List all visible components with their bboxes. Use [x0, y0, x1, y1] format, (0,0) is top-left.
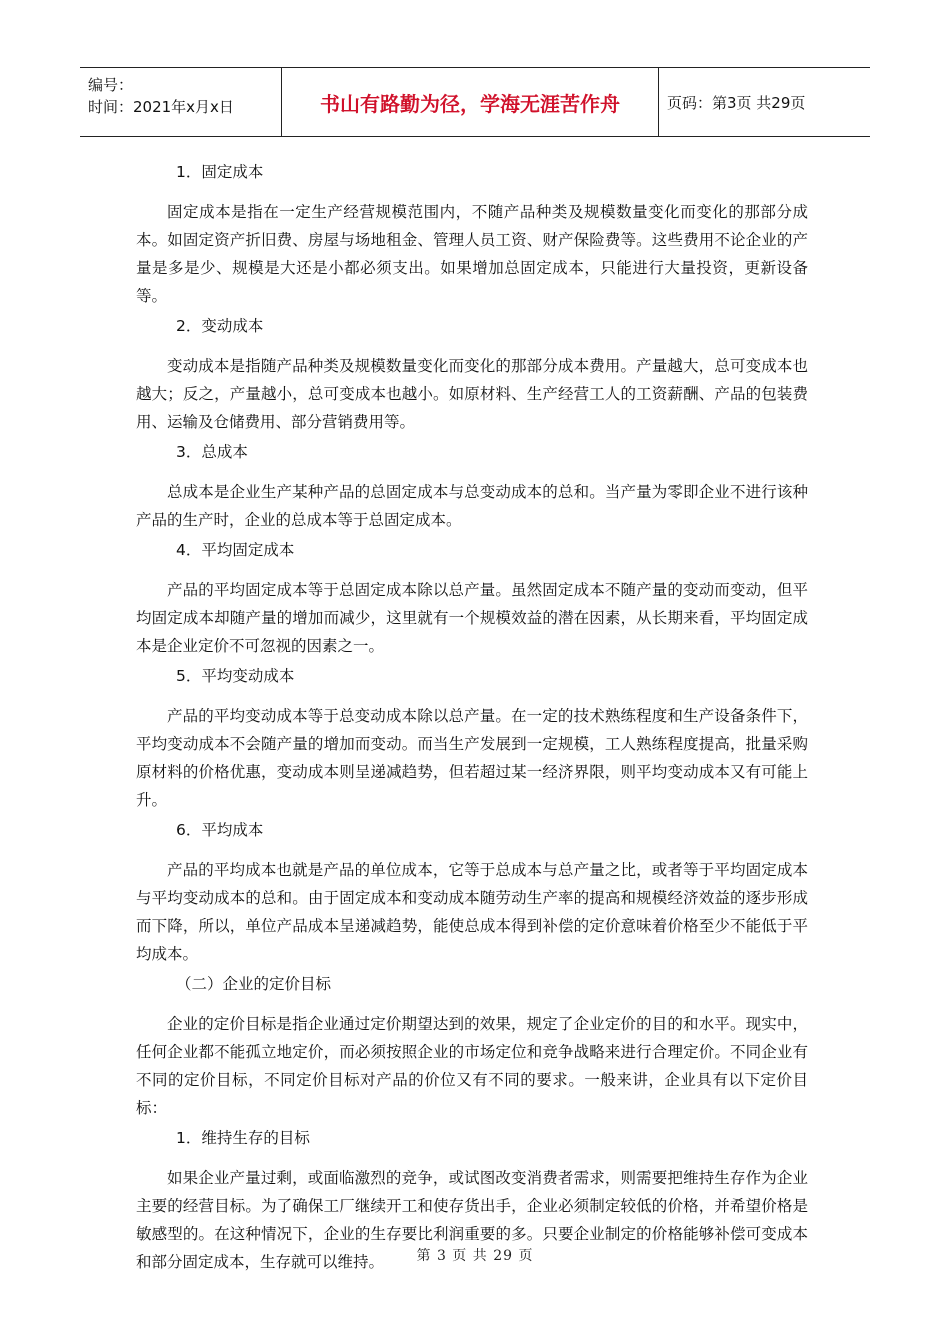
section-heading: （二）企业的定价目标 — [176, 975, 332, 993]
page-header — [80, 67, 870, 137]
document-time-label: 时间：2021年x月x日 — [88, 98, 234, 116]
section-paragraph: 固定成本是指在一定生产经营规模范围内，不随产品种类及规模数量变化而变化的那部分成本。如固定资产折旧费、房屋与场地租金、管理人员工资、财产保险费等。这些费用不论企业的产量是多是少、规模是大还是小都必须支出。如果增加总固定成本，只能进行大量投资，更新设备等。 — [136, 203, 808, 305]
header-meta — [80, 68, 282, 136]
section-paragraph: 产品的平均成本也就是产品的单位成本，它等于总成本与总产量之比，或者等于平均固定成本与平均变动成本的总和。由于固定成本和变动成本随劳动生产率的提高和规模经济效益的逐步形成而下降，所以，单位产品成本呈递减趋势，能使总成本得到补偿的定价意味着价格至少不能低于平均成本。 — [136, 861, 808, 963]
section-heading: 1．维持生存的目标 — [176, 1129, 310, 1147]
document-body — [136, 158, 808, 1276]
document-number-label: 编号： — [88, 76, 134, 94]
section-paragraph: 总成本是企业生产某种产品的总固定成本与总变动成本的总和。当产量为零即企业不进行该种产品的生产时，企业的总成本等于总固定成本。 — [136, 483, 808, 529]
header-motto: 书山有路勤为径，学海无涯苦作舟 — [282, 68, 659, 136]
section-heading: 6．平均成本 — [176, 821, 264, 839]
section-heading: 4．平均固定成本 — [176, 541, 295, 559]
section-heading: 5．平均变动成本 — [176, 667, 295, 685]
section-paragraph: 变动成本是指随产品种类及规模数量变化而变化的那部分成本费用。产量越大，总可变成本也越大；反之，产量越小，总可变成本也越小。如原材料、生产经营工人的工资薪酬、产品的包装费用、运输及仓储费用、部分营销费用等。 — [136, 357, 808, 431]
page-footer: 第 3 页 共 29 页 — [416, 1248, 534, 1264]
section-paragraph: 企业的定价目标是指企业通过定价期望达到的效果，规定了企业定价的目的和水平。现实中，任何企业都不能孤立地定价，而必须按照企业的市场定位和竞争战略来进行合理定价。不同企业有不同的定价目标，不同定价目标对产品的价位又有不同的要求。一般来讲，企业具有以下定价目标： — [136, 1015, 808, 1117]
section-heading: 3．总成本 — [176, 443, 248, 461]
section-paragraph: 产品的平均固定成本等于总固定成本除以总产量。虽然固定成本不随产量的变动而变动，但平均固定成本却随产量的增加而减少，这里就有一个规模效益的潜在因素，从长期来看，平均固定成本是企业定价不可忽视的因素之一。 — [136, 581, 808, 655]
section-paragraph: 产品的平均变动成本等于总变动成本除以总产量。在一定的技术熟练程度和生产设备条件下，平均变动成本不会随产量的增加而变动。而当生产发展到一定规模，工人熟练程度提高，批量采购原材料的价格优惠，变动成本则呈递减趋势，但若超过某一经济界限，则平均变动成本又有可能上升。 — [136, 707, 808, 809]
section-heading: 2．变动成本 — [176, 317, 264, 335]
section-heading: 1．固定成本 — [176, 163, 264, 181]
header-page-info: 页码：第3页 共29页 — [667, 93, 806, 112]
section-paragraph: 如果企业产量过剩，或面临激烈的竞争，或试图改变消费者需求，则需要把维持生存作为企业主要的经营目标。为了确保工厂继续开工和使存货出手，企业必须制定较低的价格，并希望价格是敏感型的。在这种情况下，企业的生存要比利润重要的多。只要企业制定的价格能够补偿可变成本和部分固定成本，生存就可以维持。 — [136, 1169, 808, 1271]
